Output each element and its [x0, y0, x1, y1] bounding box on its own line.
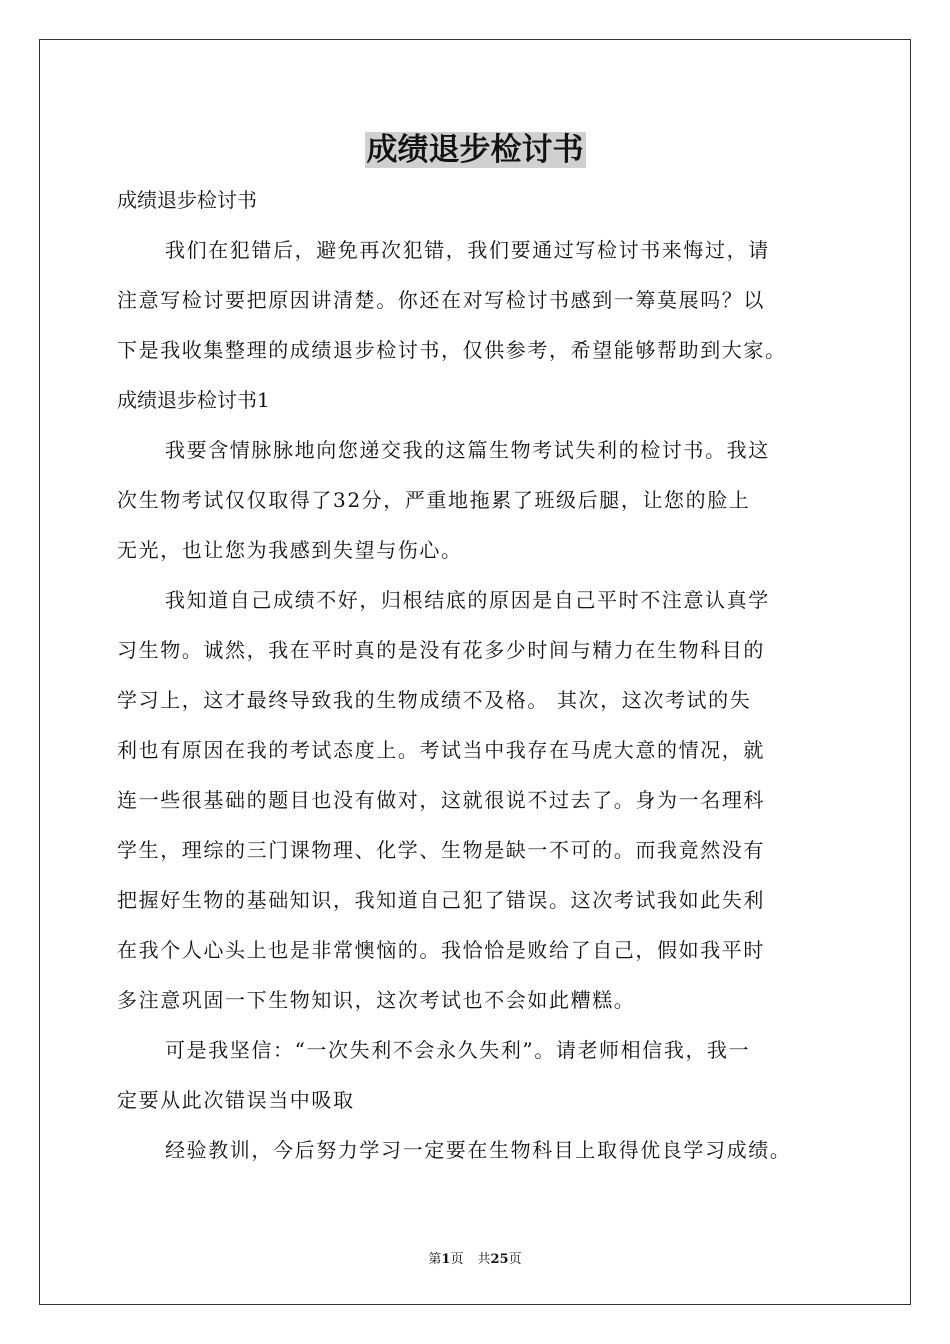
footer-total-suffix: 页	[508, 1252, 522, 1267]
document-body	[117, 175, 837, 1175]
text-line: 连一些很基础的题目也没有做对，这就很说不过去了。身为一名理科	[117, 788, 765, 812]
text-line: 多注意巩固一下生物知识，这次考试也不会如此糟糕。	[117, 988, 636, 1012]
text-line: 习生物。诚然，我在平时真的是没有花多少时间与精力在生物科目的	[117, 638, 765, 662]
text-line: 学习上，这才最终导致我的生物成绩不及格。 其次，这次考试的失	[117, 688, 752, 712]
text-line: 次生物考试仅仅取得了32分，严重地拖累了班级后腿，让您的脸上	[117, 488, 751, 512]
document-title-text: 成绩退步检讨书	[366, 132, 584, 168]
text-line: 在我个人心头上也是非常懊恼的。我恰恰是败给了自己，假如我平时	[117, 938, 765, 962]
text-line: 可是我坚信：“一次失利不会永久失利”。请老师相信我，我一	[165, 1038, 751, 1062]
footer-total-prefix: 共	[477, 1252, 491, 1267]
text-line: 我们在犯错后，避免再次犯错，我们要通过写检讨书来悔过，请	[165, 238, 770, 262]
footer-total-pages: 25	[490, 1252, 509, 1267]
footer-page-prefix: 第	[428, 1252, 442, 1267]
section-heading: 成绩退步检讨书1	[117, 388, 270, 412]
text-line: 学生，理综的三门课物理、化学、生物是缺一不可的。而我竟然没有	[117, 838, 765, 862]
text-line: 经验教训，今后努力学习一定要在生物科目上取得优良学习成绩。	[165, 1138, 792, 1162]
text-line: 定要从此次错误当中吸取	[117, 1088, 355, 1112]
section-heading: 成绩退步检讨书	[117, 188, 257, 212]
text-line: 我知道自己成绩不好，归根结底的原因是自己平时不注意认真学	[165, 588, 770, 612]
text-line: 无光，也让您为我感到失望与伤心。	[117, 538, 463, 562]
text-line: 注意写检讨要把原因讲清楚。你还在对写检讨书感到一筹莫展吗？以	[117, 288, 765, 312]
text-line: 利也有原因在我的考试态度上。考试当中我存在马虎大意的情况，就	[117, 738, 765, 762]
footer-page-suffix: 页	[450, 1252, 464, 1267]
text-line: 我要含情脉脉地向您递交我的这篇生物考试失利的检讨书。我这	[165, 438, 770, 462]
text-line: 把握好生物的基础知识，我知道自己犯了错误。这次考试我如此失利	[117, 888, 765, 912]
page-footer	[0, 1248, 950, 1267]
text-line: 下是我收集整理的成绩退步检讨书，仅供参考，希望能够帮助到大家。	[117, 338, 787, 362]
footer-page-number: 1	[441, 1252, 451, 1267]
document-title	[0, 128, 950, 172]
